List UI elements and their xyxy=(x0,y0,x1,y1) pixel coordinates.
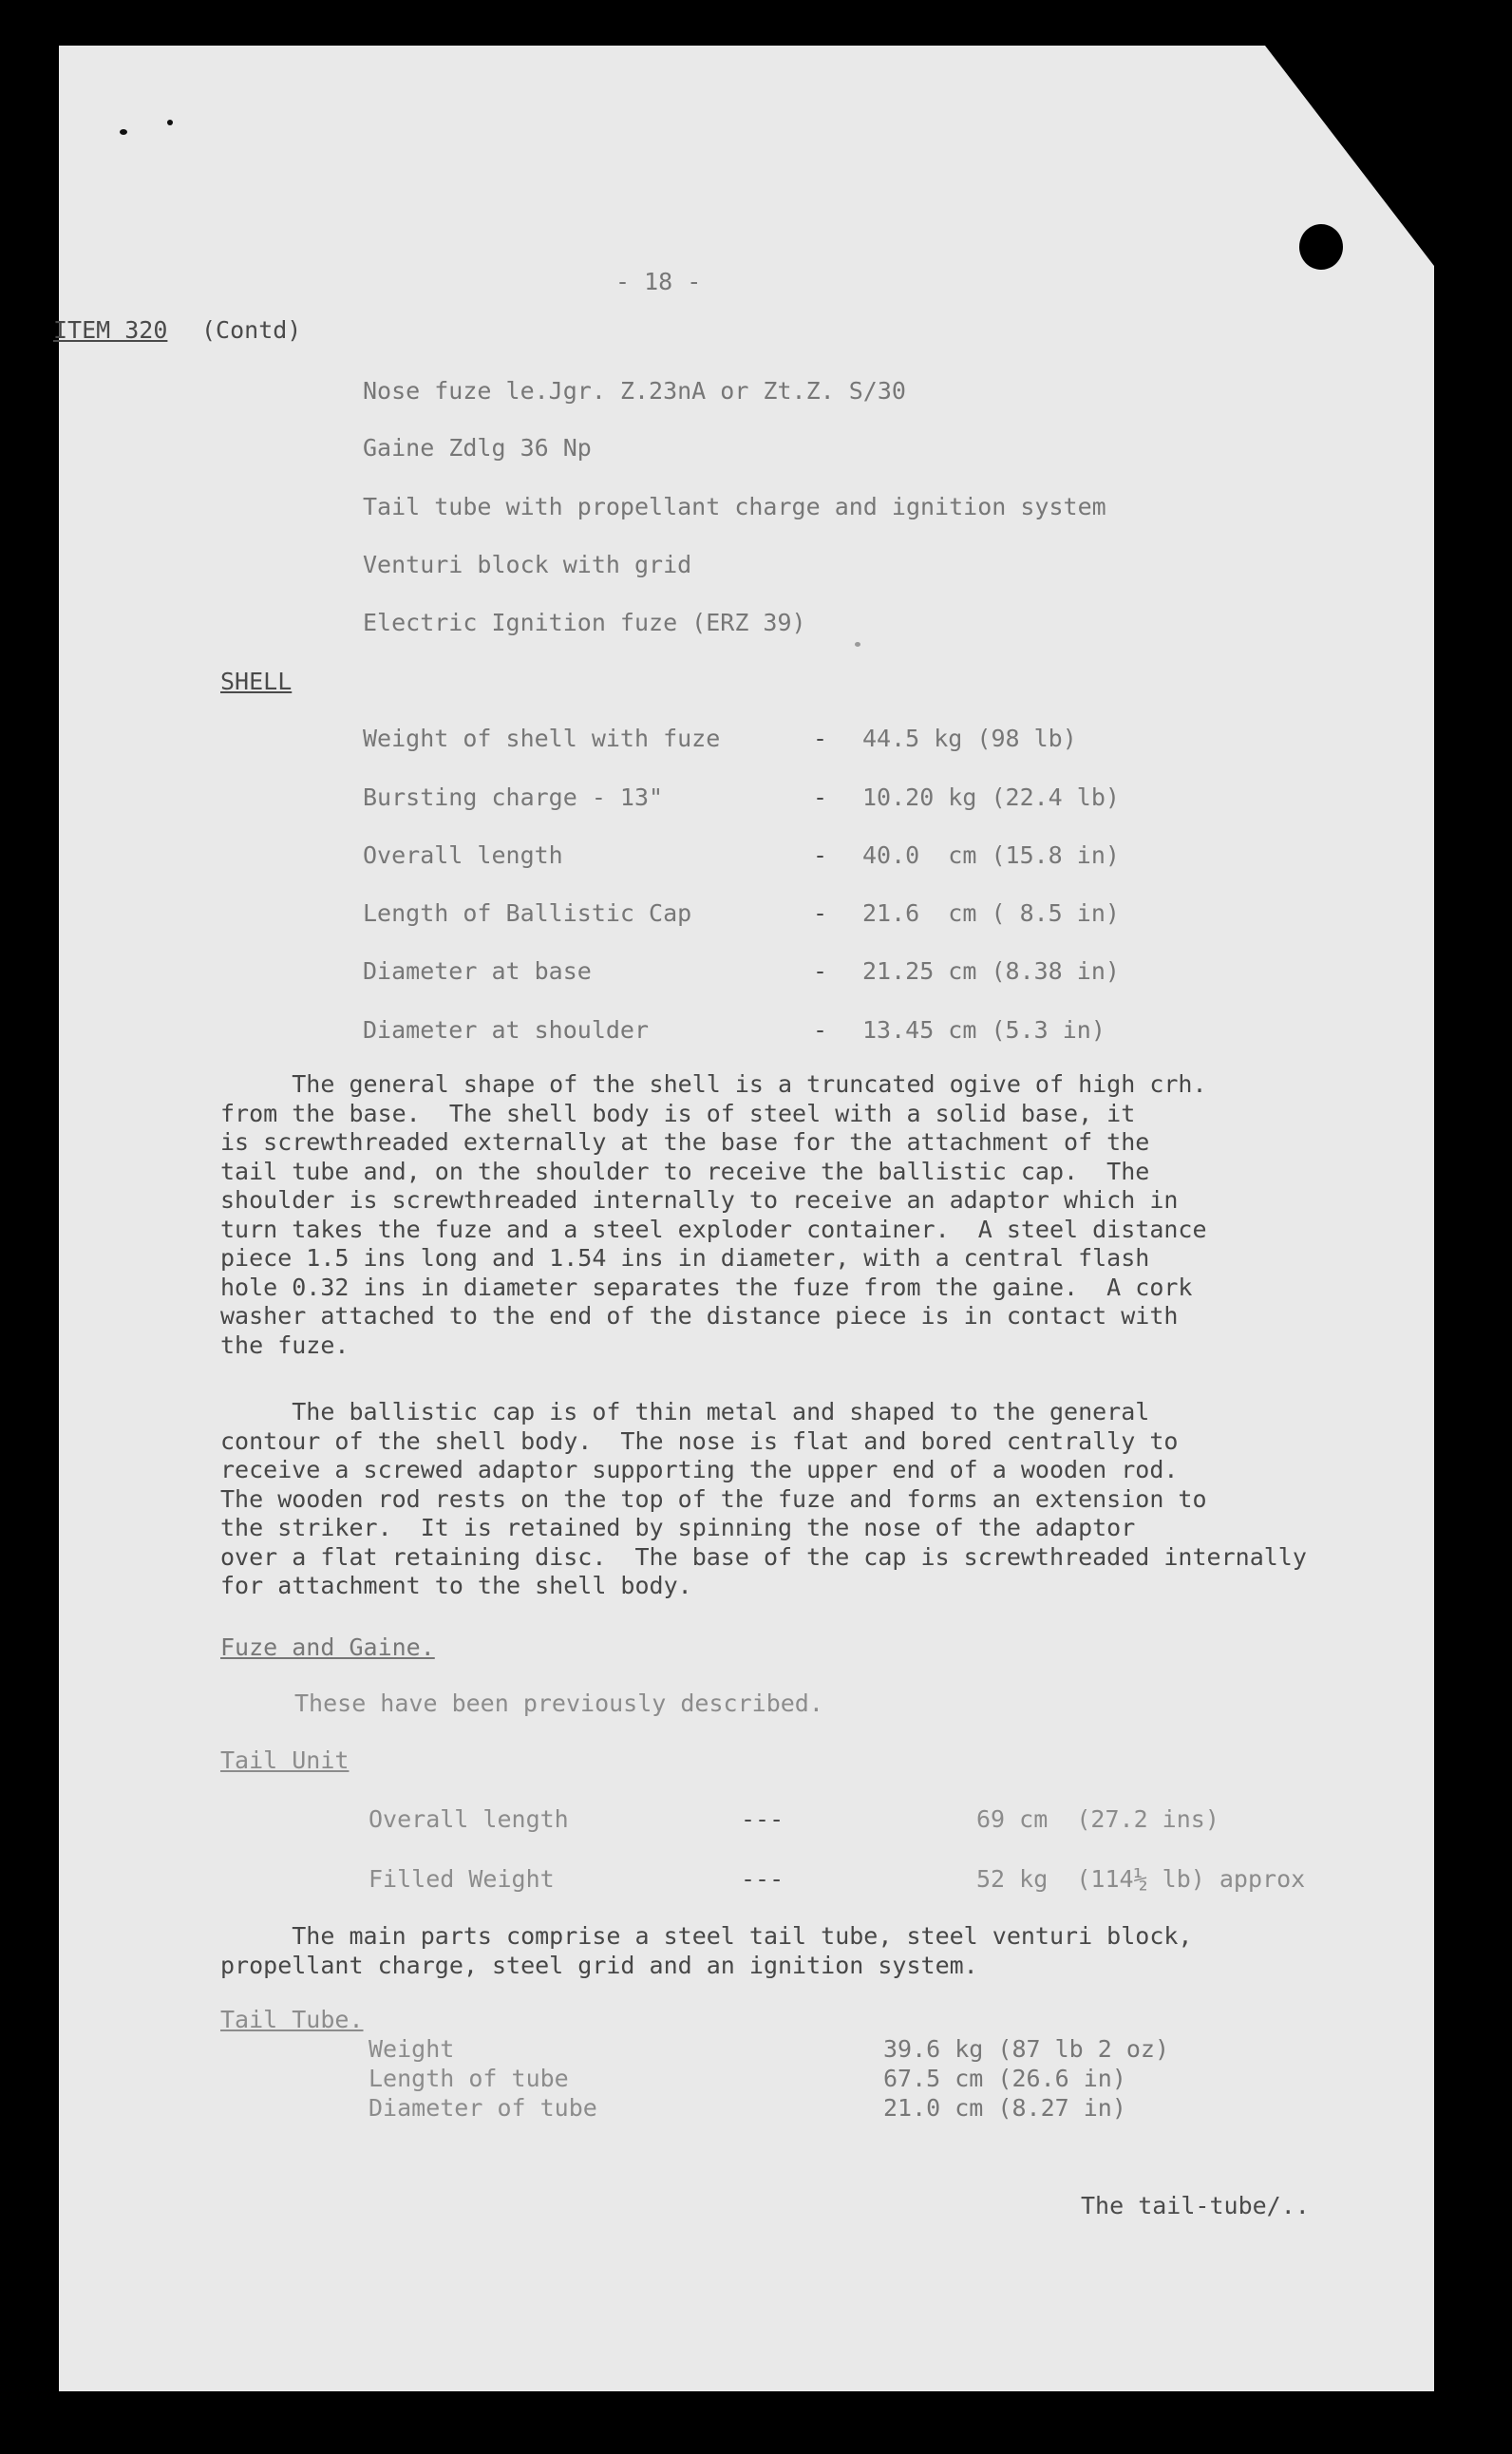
spec-label: Weight xyxy=(369,2035,455,2063)
item-heading: ITEM 320 xyxy=(53,316,168,344)
spec-value: 13.45 cm (5.3 in) xyxy=(862,1016,1106,1044)
fuze-gaine-heading: Fuze and Gaine. xyxy=(220,1633,435,1661)
continuation-note: The tail-tube/.. xyxy=(1081,2192,1310,2219)
spec-label: Filled Weight xyxy=(369,1865,555,1893)
spec-value: 67.5 cm (26.6 in) xyxy=(883,2065,1126,2092)
spec-value: 39.6 kg (87 lb 2 oz) xyxy=(883,2035,1170,2063)
speck-mark xyxy=(167,120,173,125)
component-line: Venturi block with grid xyxy=(363,551,692,578)
spec-label: Weight of shell with fuze xyxy=(363,725,721,752)
spec-dash: - xyxy=(813,783,828,811)
fuze-gaine-text: These have been previously described. xyxy=(294,1689,823,1717)
tail-tube-heading: Tail Tube. xyxy=(220,2006,364,2033)
component-line: Electric Ignition fuze (ERZ 39) xyxy=(363,609,806,636)
spec-dash: - xyxy=(813,1016,828,1044)
speck-mark xyxy=(120,129,127,135)
spec-value: 21.25 cm (8.38 in) xyxy=(862,957,1120,985)
spec-label: Bursting charge - 13" xyxy=(363,783,664,811)
spec-label: Length of Ballistic Cap xyxy=(363,899,692,927)
spec-dash: - xyxy=(813,841,828,869)
component-line: Nose fuze le.Jgr. Z.23nA or Zt.Z. S/30 xyxy=(363,377,906,405)
spec-value: 40.0 cm (15.8 in) xyxy=(862,841,1120,869)
item-contd: (Contd) xyxy=(201,316,302,344)
spec-label: Overall length xyxy=(363,841,563,869)
spec-value: 10.20 kg (22.4 lb) xyxy=(862,783,1120,811)
spec-label: Diameter at base xyxy=(363,957,592,985)
component-line: Tail tube with propellant charge and ignition system xyxy=(363,493,1106,520)
spec-label: Diameter at shoulder xyxy=(363,1016,650,1044)
spec-dash: - xyxy=(813,899,828,927)
ballistic-cap-paragraph: The ballistic cap is of thin metal and shaped to the general contour of the shell body. The nose is flat and bored centrally to receive a screwed adaptor supporting the upper end of a wooden rod. The wooden rod rests on the top of the fuze and forms an extension to the striker. It is retained by spinning the nose of the adaptor over a flat retaining disc. The base of the cap is screwthreaded internally for attachment to the shell body. xyxy=(220,1398,1307,1599)
spec-dash: --- xyxy=(741,1865,784,1893)
spec-value: 44.5 kg (98 lb) xyxy=(862,725,1077,752)
page-number: - 18 - xyxy=(615,268,702,295)
spec-label: Length of tube xyxy=(369,2065,569,2092)
spec-value: 21.0 cm (8.27 in) xyxy=(883,2094,1126,2122)
component-line: Gaine Zdlg 36 Np xyxy=(363,434,592,462)
spec-label: Diameter of tube xyxy=(369,2094,597,2122)
spec-dash: - xyxy=(813,725,828,752)
tail-unit-paragraph: The main parts comprise a steel tail tube, steel venturi block, propellant charge, steel grid and an ignition system. xyxy=(220,1922,1193,1979)
shell-description-paragraph: The general shape of the shell is a truncated ogive of high crh. from the base. The shell body is of steel with a solid base, it is screwthreaded externally at the base for the attachment of the tail tube and, on the shoulder to receive the ballistic cap. The shoulder is screwthreaded internally to receive an adaptor which in turn takes the fuze and a steel exploder container. A steel distance piece 1.5 ins long and 1.54 ins in diameter, with a central flash hole 0.32 ins in diameter separates the fuze from the gaine. A cork washer attached to the end of the distance piece is in contact with the fuze. xyxy=(220,1070,1207,1359)
shell-heading: SHELL xyxy=(220,668,293,695)
spec-dash: - xyxy=(813,957,828,985)
spec-value: 69 cm (27.2 ins) xyxy=(976,1805,1219,1833)
speck-mark xyxy=(855,642,860,647)
tail-unit-heading: Tail Unit xyxy=(220,1746,350,1774)
spec-value: 52 kg (114½ lb) approx xyxy=(976,1865,1306,1893)
spec-dash: --- xyxy=(741,1805,784,1833)
spec-label: Overall length xyxy=(369,1805,569,1833)
spec-value: 21.6 cm ( 8.5 in) xyxy=(862,899,1120,927)
punch-hole xyxy=(1299,224,1343,270)
